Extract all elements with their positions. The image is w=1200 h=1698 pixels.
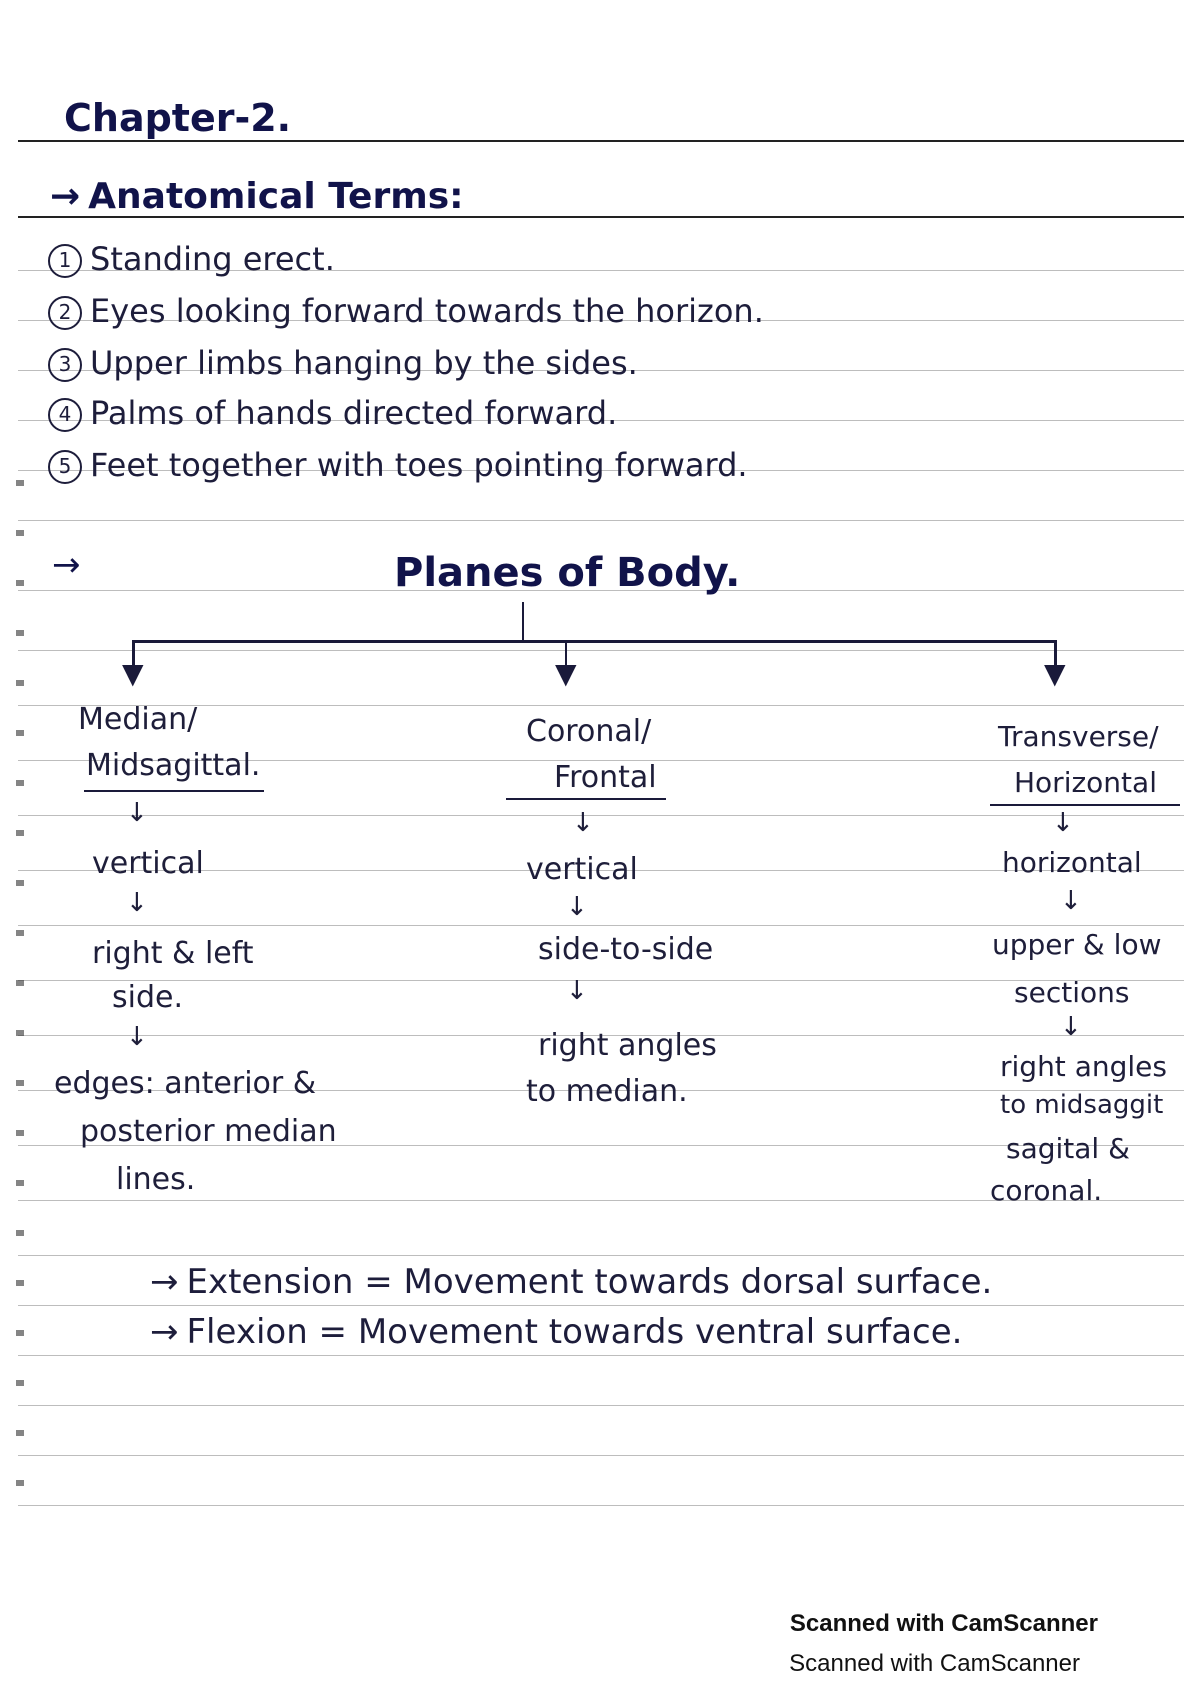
median-underline [84, 790, 264, 792]
coronal-step: right angles [538, 1028, 717, 1063]
arrow-down-icon: ▼ [122, 657, 144, 690]
planes-of-body-title: Planes of Body. [394, 550, 741, 596]
item-text: Eyes looking forward towards the horizon. [90, 292, 764, 330]
rule-line [18, 815, 1184, 816]
transverse-step: coronal. [990, 1174, 1103, 1207]
transverse-step: sagital & [1006, 1132, 1130, 1165]
coronal-underline [506, 798, 666, 800]
arrow-icon: → [52, 545, 81, 585]
anatomical-item [48, 240, 335, 278]
transverse-step: to midsaggit [1000, 1090, 1164, 1120]
anatomical-item [48, 292, 764, 330]
arrow-icon: → [150, 1262, 179, 1302]
item-number: 2 [48, 296, 82, 330]
median-step: vertical [92, 846, 204, 881]
transverse-name-2: Horizontal [1014, 766, 1157, 799]
median-name-1: Median/ [78, 702, 198, 737]
flexion-text: Flexion = Movement towards ventral surface. [186, 1312, 963, 1352]
rule-line [18, 925, 1184, 926]
arrow-down-icon: ▼ [555, 657, 577, 690]
median-step: edges: anterior & [54, 1066, 317, 1101]
arrow-icon: → [50, 176, 81, 217]
arrow-down-icon: ↓ [126, 1022, 148, 1052]
scanner-watermark: Scanned with CamScanner [789, 1610, 1098, 1637]
tree-branch-line [132, 640, 1056, 643]
transverse-step: right angles [1000, 1050, 1167, 1083]
coronal-step: side-to-side [538, 932, 714, 967]
item-number: 1 [48, 244, 82, 278]
extension-note [150, 1262, 992, 1302]
rule-line [18, 980, 1184, 981]
arrow-down-icon: ↓ [1060, 886, 1082, 916]
transverse-step: upper & low [992, 928, 1162, 961]
scanner-watermark: Scanned with CamScanner [789, 1650, 1080, 1677]
coronal-name-1: Coronal/ [526, 714, 652, 749]
arrow-down-icon: ↓ [1060, 1012, 1082, 1042]
transverse-underline [990, 804, 1180, 806]
anatomical-item [48, 394, 617, 432]
transverse-name-1: Transverse/ [998, 720, 1159, 753]
coronal-name-2: Frontal [554, 760, 657, 795]
item-number: 5 [48, 450, 82, 484]
transverse-step: sections [1014, 976, 1130, 1009]
arrow-down-icon: ↓ [566, 892, 588, 922]
margin-marks [16, 480, 24, 1500]
rule-line [18, 140, 1184, 142]
arrow-down-icon: ↓ [126, 798, 148, 828]
median-step: lines. [116, 1162, 196, 1197]
item-text: Standing erect. [90, 240, 335, 278]
median-step: right & left [92, 936, 254, 971]
arrow-down-icon: ↓ [126, 888, 148, 918]
extension-text: Extension = Movement towards dorsal surface. [186, 1262, 993, 1302]
rule-line [18, 1305, 1184, 1306]
rule-line [18, 520, 1184, 521]
transverse-step: horizontal [1002, 846, 1142, 879]
anatomical-item [48, 344, 638, 382]
arrow-down-icon: ↓ [566, 976, 588, 1006]
item-text: Upper limbs hanging by the sides. [90, 344, 638, 382]
coronal-step: vertical [526, 852, 638, 887]
item-number: 3 [48, 348, 82, 382]
item-number: 4 [48, 398, 82, 432]
anatomical-item [48, 446, 748, 484]
rule-line [18, 1405, 1184, 1406]
item-text: Palms of hands directed forward. [90, 394, 618, 432]
coronal-step: to median. [526, 1074, 688, 1109]
chapter-title: Chapter-2. [64, 96, 292, 140]
arrow-icon: → [150, 1312, 179, 1352]
median-step: posterior median [80, 1114, 337, 1149]
anatomical-terms-text: Anatomical Terms: [88, 176, 464, 217]
arrow-down-icon: ▼ [1044, 657, 1066, 690]
flexion-note [150, 1312, 962, 1352]
tree-stem [522, 602, 524, 642]
anatomical-terms-heading [50, 176, 464, 217]
median-step: side. [112, 980, 184, 1015]
rule-line [18, 650, 1184, 651]
rule-line [18, 1255, 1184, 1256]
median-name-2: Midsagittal. [86, 748, 261, 783]
rule-line [18, 1355, 1184, 1356]
arrow-down-icon: ↓ [572, 808, 594, 838]
rule-line [18, 1455, 1184, 1456]
rule-line [18, 1505, 1184, 1506]
item-text: Feet together with toes pointing forward. [90, 446, 748, 484]
arrow-down-icon: ↓ [1052, 808, 1074, 838]
